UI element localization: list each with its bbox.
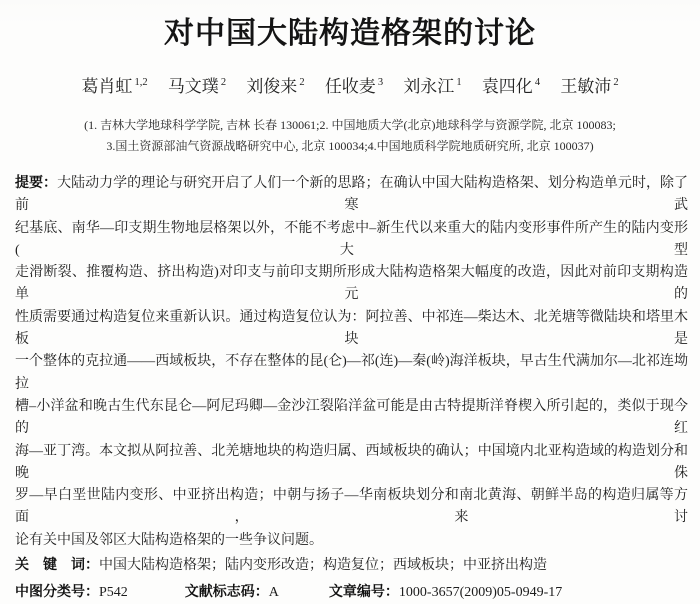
page-title: 对中国大陆构造格架的讨论 xyxy=(164,17,536,50)
author-name: 任收麦 xyxy=(324,77,376,96)
author-name: 袁四化 xyxy=(481,77,533,96)
author-name: 王敏沛 xyxy=(560,77,612,96)
article-id xyxy=(329,580,562,604)
abstract-line-9: 论有关中国及邻区大陆构造格架的一些争议问题。 xyxy=(15,532,323,548)
author-name: 刘俊来 xyxy=(246,77,298,96)
author-3 xyxy=(246,76,304,98)
author-5 xyxy=(403,76,461,98)
document-code-value: A xyxy=(268,585,279,601)
keywords-text: 中国大陆构造格架；陆内变形改造；构造复位；西域板块；中亚挤出构造 xyxy=(99,558,547,574)
author-name: 葛肖虹 xyxy=(81,77,133,96)
author-6 xyxy=(482,76,540,98)
author-4 xyxy=(325,76,383,98)
author-superscript: 2 xyxy=(299,77,305,89)
document-code-label: 文献标志码： xyxy=(184,583,269,600)
clc-value: P542 xyxy=(99,585,128,601)
affiliation-line-2: 3.国土资源部油气资源战略研究中心, 北京 100034;4.中国地质科学院地质研究所, 北京 100037) xyxy=(106,139,594,153)
affiliations-block xyxy=(0,115,700,157)
abstract-line-4: 性质需要通过构造复位来重新认识。通过构造复位认为：阿拉善、中祁连—柴达木、北羌塘等微陆块和塔里木板块是 xyxy=(15,309,688,348)
article-id-label: 文章编号： xyxy=(328,583,399,600)
author-superscript: 2 xyxy=(613,77,619,89)
document-code xyxy=(185,580,279,604)
author-2 xyxy=(168,76,226,98)
abstract-line-1 xyxy=(15,171,688,218)
abstract-line-2: 纪基底、南华—印支期生物地层格架以外，不能不考虑中–新生代以来重大的陆内变形事件所产生的陆内变形(大型 xyxy=(15,220,688,258)
author-name: 马文璞 xyxy=(167,77,219,96)
author-superscript: 1 xyxy=(456,77,462,89)
author-1 xyxy=(81,76,147,98)
keywords-label: 关 键 词： xyxy=(15,556,99,573)
author-superscript: 2 xyxy=(220,77,227,89)
keywords-line xyxy=(0,553,700,577)
author-superscript: 1,2 xyxy=(134,77,148,89)
meta-row xyxy=(0,580,700,604)
abstract-line-6: 槽–小洋盆和晚古生代东昆仑—阿尼玛卿—金沙江裂陷洋盆可能是由古特提斯洋脊楔入所引起的，类似于现今的红 xyxy=(15,398,688,437)
abstract-line-5: 一个整体的克拉通——西域板块，不存在整体的昆(仑)—祁(连)—秦(岭)海洋板块，早古生代满加尔—北祁连坳拉 xyxy=(15,354,688,392)
author-superscript: 4 xyxy=(534,77,541,89)
clc-number xyxy=(15,580,128,604)
abstract-text: 大陆动力学的理论与研究开启了人们一个新的思路；在确认中国大陆构造格架、划分构造单元时，除了前寒武 xyxy=(15,176,689,214)
clc-label: 中图分类号： xyxy=(15,583,99,600)
author-name: 刘永江 xyxy=(403,77,455,96)
abstract-block xyxy=(0,171,700,552)
abstract-label: 提要： xyxy=(15,174,58,190)
affiliation-line-1: (1. 吉林大学地球科学学院, 吉林 长春 130061;2. 中国地质大学(北京)地球科学与资源学院, 北京 100083; xyxy=(84,118,616,132)
authors-line xyxy=(0,76,700,98)
abstract-line-8: 罗—早白垩世陆内变形、中亚挤出构造；中朝与扬子—华南板块划分和南北黄海、朝鲜半岛的构造归属等方面，来讨 xyxy=(15,488,688,526)
author-7 xyxy=(560,76,618,98)
abstract-line-3: 走滑断裂、推覆构造、挤出构造)对印支与前印支期所形成大陆构造格架大幅度的改造，因此对前印支期构造单元的 xyxy=(15,265,688,303)
article-id-value: 1000-3657(2009)05-0949-17 xyxy=(398,585,563,601)
abstract-line-7: 海—亚丁湾。本文拟从阿拉善、北羌塘地块的构造归属、西域板块的确认；中国境内北亚构造域的构造划分和晚侏 xyxy=(15,443,688,481)
author-superscript: 3 xyxy=(377,77,384,89)
